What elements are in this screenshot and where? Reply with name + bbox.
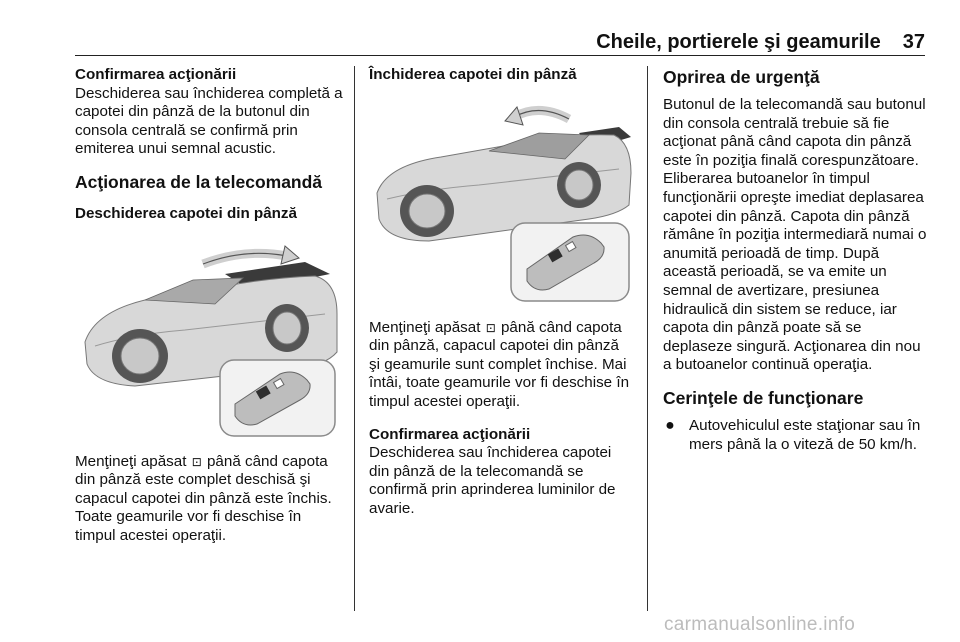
column-divider: [647, 66, 648, 611]
paragraph: [369, 319, 634, 412]
paragraph-start: Menţineţi apăsat: [369, 318, 481, 336]
section-title: Oprirea de urgenţă: [663, 67, 820, 87]
bullet-dot: ●: [665, 416, 675, 434]
section-heading: Închiderea capotei din pânză: [369, 66, 577, 83]
column-2: [369, 66, 634, 612]
header-rule: [75, 55, 925, 56]
column-1: [75, 66, 345, 612]
section-title: Acţionarea de la telecomandă: [75, 171, 323, 192]
car-open-roof-image: [75, 234, 343, 439]
paragraph-end: până când capota din pânză este complet deschisă şi capacul capotei din pânză este închis. Toate geamurile vor fi deschise în timpul acestei operaţii.: [75, 452, 332, 544]
paragraph: Butonul de la telecomandă sau butonul din consola centrală trebuie să fie acţionat până când capota din pânză este în poziţia finală corespunzătoare. Eliberarea butoanelor în timpul funcţionării opreşte imediat deplasarea capotei din pânză. Capota din pânză rămâne în poziţia intermediară numai o anumită perioadă de timp. După această perioadă, se va emite un semnal de avertizare, presiunea hidraulică din sistem se reduce, iar capota din pânză poate să se deplaseze singură. Acţionarea din nou a butoanelor continuă operaţia.: [663, 96, 927, 374]
roof-key-icon: ⊡: [485, 320, 496, 335]
section-heading: Deschiderea capotei din pânză: [75, 204, 297, 222]
paragraph: Deschiderea sau închiderea completă a capotei din pânză de la butonul din consola centrală se confirmă prin emiterea unui semnal acustic.: [75, 84, 343, 158]
paragraph: [75, 453, 345, 546]
column-3: [663, 66, 928, 612]
paragraph-start: Menţineţi apăsat: [75, 452, 187, 470]
paragraph-end: până când capota din pânză, capacul capotei din pânză şi geamurile sunt complet închise. Mai întâi, toate geamurile vor fi deschise în timpul acestei operaţii.: [369, 318, 630, 410]
column-divider: [354, 66, 355, 611]
section-title: Cerinţele de funcţionare: [663, 387, 864, 408]
list-item-text: Autovehiculul este staţionar sau în mers până la o viteză de 50 km/h.: [689, 416, 921, 453]
list-item: [663, 417, 928, 454]
convertible-open-illustration: [75, 234, 343, 439]
car-close-roof-image: [369, 93, 634, 305]
header-title: Cheile, portierele şi geamurile: [596, 31, 881, 53]
page-number: 37: [902, 31, 925, 53]
page-header: [75, 28, 925, 54]
convertible-close-illustration: [369, 93, 637, 305]
roof-key-icon: ⊡: [191, 454, 202, 469]
section-heading: Confirmarea acţionării: [369, 425, 531, 443]
paragraph: Deschiderea sau închiderea capotei din pânză de la telecomandă se confirmă prin aprinderea luminilor de avarie.: [369, 444, 616, 517]
watermark: carmanualsonline.info: [664, 614, 856, 635]
section-heading: Confirmarea acţionării: [75, 66, 237, 83]
